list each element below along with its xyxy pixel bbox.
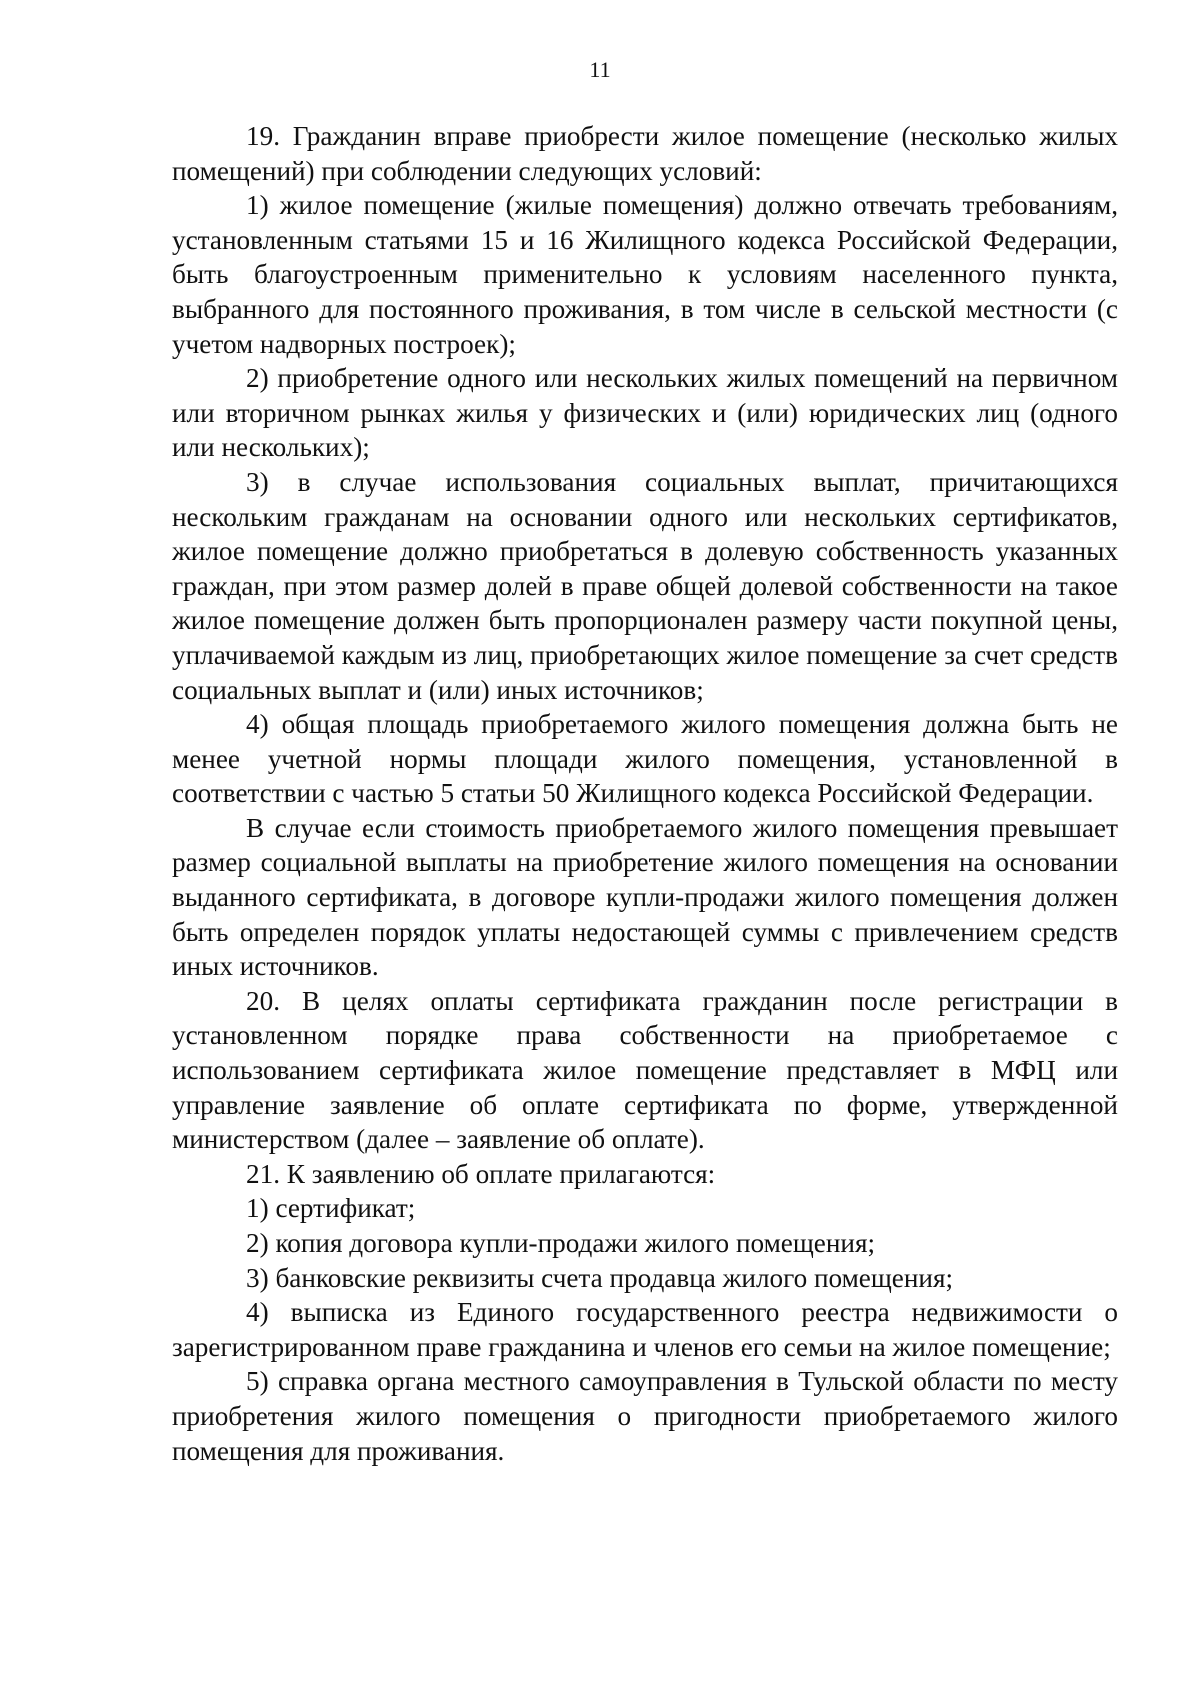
paragraph-21-item-2: 2) копия договора купли-продажи жилого помещения; xyxy=(246,1228,876,1258)
paragraph-20: 20. В целях оплаты сертификата гражданин после регистрации в установленном порядке права собственности на приобретаемое с использованием сертификата жилое помещение представляет в МФЦ или управление заявление об оплате сертификата по форме, утвержденной министерством (далее – заявление об оплате). xyxy=(172,985,1118,1155)
paragraph-21-item-1: 1) сертификат; xyxy=(246,1193,416,1224)
paragraph-21: 21. К заявлению об оплате прилагаются: xyxy=(246,1158,716,1189)
page-number: 11 xyxy=(589,57,611,82)
paragraph-19-item-1: 1) жилое помещение (жилые помещения) должно отвечать требованиям, установленным статьями 15 и 16 Жилищного кодекса Российской Федерации, быть благоустроенным применительно к условиям населенного пункта, выбранного для постоянного проживания, в том числе в сельской местности (с учетом надворных построек); xyxy=(172,190,1118,359)
paragraph-19: 19. Гражданин вправе приобрести жилое помещение (несколько жилых помещений) при соблюдении следующих условий: xyxy=(172,121,1118,186)
paragraph-21-item-4: 4) выписка из Единого государственного реестра недвижимости о зарегистрированном праве гражданина и членов его семьи на жилое помещение; xyxy=(172,1297,1118,1362)
document-body xyxy=(172,119,1118,1468)
paragraph-19-item-3: 3) в случае использования социальных выплат, причитающихся нескольким гражданам на основании одного или нескольких сертификатов, жилое помещение должно приобретаться в долевую собственность указанных граждан, при этом размер долей в праве общей долевой собственности на такое жилое помещение должен быть пропорционален размеру части покупной цены, уплачиваемой каждым из лиц, приобретающих жилое помещение за счет средств социальных выплат и (или) иных источников; xyxy=(172,466,1118,705)
paragraph-19-note: В случае если стоимость приобретаемого жилого помещения превышает размер социальной выплаты на приобретение жилого помещения на основании выданного сертификата, в договоре купли-продажи жилого помещения должен быть определен порядок уплаты недостающей суммы с привлечением средств иных источников. xyxy=(172,812,1118,982)
paragraph-21-item-5: 5) справка органа местного самоуправления в Тульской области по месту приобретения жилого помещения о пригодности приобретаемого жилого помещения для проживания. xyxy=(172,1366,1118,1466)
paragraph-19-item-4: 4) общая площадь приобретаемого жилого помещения должна быть не менее учетной нормы площади жилого помещения, установленной в соответствии с частью 5 статьи 50 Жилищного кодекса Российской Федерации. xyxy=(172,709,1118,809)
paragraph-21-item-3: 3) банковские реквизиты счета продавца жилого помещения; xyxy=(246,1262,954,1293)
paragraph-19-item-2: 2) приобретение одного или нескольких жилых помещений на первичном или вторичном рынках жилья у физических и (или) юридических лиц (одного или нескольких); xyxy=(172,363,1118,463)
